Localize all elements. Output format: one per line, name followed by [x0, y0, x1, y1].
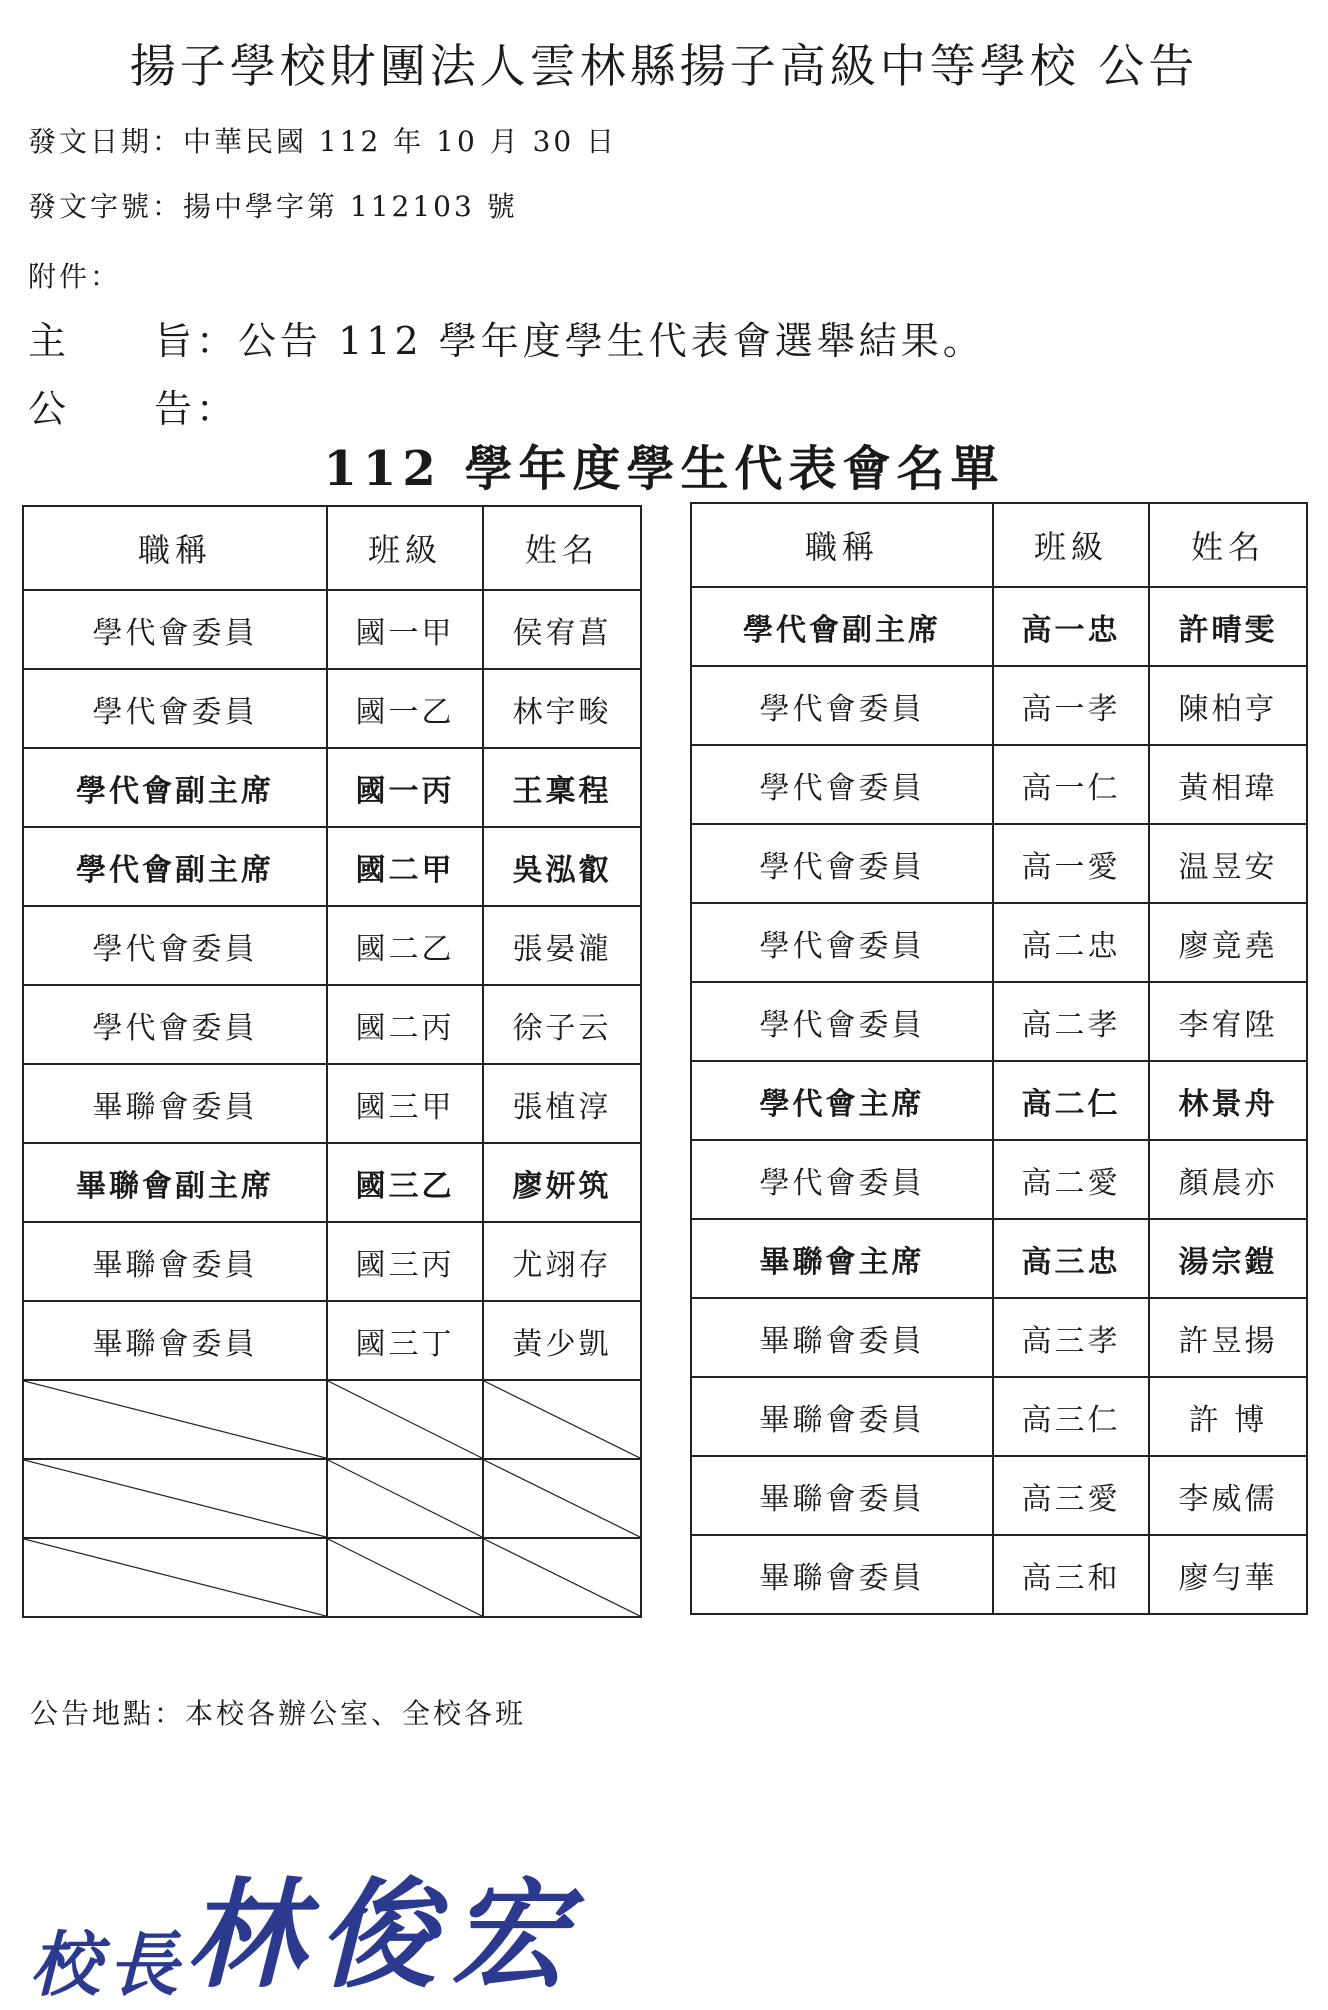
table-row [691, 666, 1307, 745]
role-cell: 學代會委員 [23, 669, 327, 748]
name-cell: 吳泓叡 [483, 827, 641, 906]
announcement-line [28, 378, 238, 433]
class-cell: 國三丁 [327, 1301, 483, 1380]
class-cell: 高三忠 [993, 1219, 1149, 1298]
role-cell: 畢聯會委員 [691, 1298, 993, 1377]
class-cell: 國二丙 [327, 985, 483, 1064]
table-row [23, 1301, 641, 1380]
subject-line [28, 310, 985, 365]
role-cell: 學代會副主席 [23, 827, 327, 906]
role-cell: 學代會委員 [691, 745, 993, 824]
name-cell: 許晴雯 [1149, 587, 1307, 666]
table-row [23, 1064, 641, 1143]
name-cell: 陳柏亨 [1149, 666, 1307, 745]
table-row [691, 1535, 1307, 1614]
table-row [691, 982, 1307, 1061]
name-cell: 林宇畯 [483, 669, 641, 748]
class-cell: 高三愛 [993, 1456, 1149, 1535]
class-cell: 國二乙 [327, 906, 483, 985]
header-class: 班級 [993, 503, 1149, 587]
class-cell: 高二孝 [993, 982, 1149, 1061]
role-cell: 畢聯會委員 [23, 1301, 327, 1380]
class-cell: 高二忠 [993, 903, 1149, 982]
class-cell: 高三孝 [993, 1298, 1149, 1377]
header-role: 職稱 [23, 506, 327, 590]
name-cell: 黃相瑋 [1149, 745, 1307, 824]
class-cell: 高一忠 [993, 587, 1149, 666]
name-cell: 徐子云 [483, 985, 641, 1064]
signature-name: 林俊宏 [186, 1865, 583, 2004]
issue-date-value: 中華民國 112 年 10 月 30 日 [183, 125, 618, 158]
attachment-line [28, 255, 121, 295]
class-cell: 國二甲 [327, 827, 483, 906]
class-cell: 高一仁 [993, 745, 1149, 824]
document-title: 揚子學校財團法人雲林縣揚子高級中等學校 公告 [129, 39, 1199, 93]
empty-cell [23, 1380, 327, 1459]
class-cell: 高二愛 [993, 1140, 1149, 1219]
empty-cell [23, 1459, 327, 1538]
name-cell: 王稟程 [483, 748, 641, 827]
role-cell: 畢聯會委員 [691, 1535, 993, 1614]
name-cell: 許 博 [1149, 1377, 1307, 1456]
name-cell: 李威儒 [1149, 1456, 1307, 1535]
class-cell: 高一愛 [993, 824, 1149, 903]
role-cell: 學代會委員 [23, 906, 327, 985]
empty-cell [23, 1538, 327, 1617]
table-row [691, 1219, 1307, 1298]
table-row [691, 745, 1307, 824]
name-cell: 廖竟堯 [1149, 903, 1307, 982]
role-cell: 學代會副主席 [23, 748, 327, 827]
role-cell: 畢聯會副主席 [23, 1143, 327, 1222]
table-row [691, 903, 1307, 982]
attachment-label: 附件： [28, 260, 122, 293]
header-class: 班級 [327, 506, 483, 590]
table-row [691, 1140, 1307, 1219]
role-cell: 學代會委員 [23, 590, 327, 669]
empty-cell [327, 1459, 483, 1538]
class-cell: 高三仁 [993, 1377, 1149, 1456]
role-cell: 學代會委員 [691, 1140, 993, 1219]
header-name: 姓名 [1149, 503, 1307, 587]
class-cell: 國一乙 [327, 669, 483, 748]
class-cell: 國一丙 [327, 748, 483, 827]
name-cell: 林景舟 [1149, 1061, 1307, 1140]
roster-title: 112 學年度學生代表會名單 [323, 441, 1005, 497]
class-cell: 國三乙 [327, 1143, 483, 1222]
name-cell: 張晏瀧 [483, 906, 641, 985]
empty-cell [483, 1538, 641, 1617]
empty-cell [327, 1380, 483, 1459]
issue-date-label: 發文日期： [28, 125, 184, 158]
table-row [23, 1222, 641, 1301]
empty-cell [327, 1538, 483, 1617]
name-cell: 侯宥菖 [483, 590, 641, 669]
role-cell: 學代會委員 [691, 824, 993, 903]
table-row [23, 590, 641, 669]
class-cell: 國三丙 [327, 1222, 483, 1301]
role-cell: 學代會委員 [23, 985, 327, 1064]
role-cell: 畢聯會主席 [691, 1219, 993, 1298]
subject-label: 主 旨： [28, 319, 239, 363]
name-cell: 温昱安 [1149, 824, 1307, 903]
table-row [23, 748, 641, 827]
reference-number-line [28, 185, 518, 225]
table-row [23, 1143, 641, 1222]
table-header-row [23, 506, 641, 590]
role-cell: 學代會主席 [691, 1061, 993, 1140]
table-row [691, 1061, 1307, 1140]
table-row [691, 824, 1307, 903]
table-row [23, 985, 641, 1064]
subject-value: 公告 112 學年度學生代表會選舉結果。 [238, 319, 985, 363]
name-cell: 許昱揚 [1149, 1298, 1307, 1377]
role-cell: 學代會委員 [691, 666, 993, 745]
name-cell: 湯宗鎧 [1149, 1219, 1307, 1298]
role-cell: 畢聯會委員 [23, 1222, 327, 1301]
senior-roster-table [690, 502, 1308, 1615]
class-cell: 國三甲 [327, 1064, 483, 1143]
table-row [23, 669, 641, 748]
class-cell: 高二仁 [993, 1061, 1149, 1140]
class-cell: 高一孝 [993, 666, 1149, 745]
table-header-row [691, 503, 1307, 587]
junior-roster-table [22, 505, 642, 1618]
table-row [691, 1298, 1307, 1377]
table-row [691, 587, 1307, 666]
name-cell: 李宥陞 [1149, 982, 1307, 1061]
table-row [23, 827, 641, 906]
announcement-label: 公 告： [28, 387, 239, 431]
principal-signature [30, 1840, 582, 2010]
header-role: 職稱 [691, 503, 993, 587]
announcement-location: 公告地點：本校各辦公室、全校各班 [30, 1697, 527, 1730]
role-cell: 學代會副主席 [691, 587, 993, 666]
role-cell: 畢聯會委員 [23, 1064, 327, 1143]
reference-number-value: 揚中學字第 112103 號 [183, 190, 518, 223]
class-cell: 國一甲 [327, 590, 483, 669]
empty-cell [483, 1380, 641, 1459]
empty-row [23, 1380, 641, 1459]
name-cell: 黃少凱 [483, 1301, 641, 1380]
name-cell: 尤翊存 [483, 1222, 641, 1301]
name-cell: 廖勻華 [1149, 1535, 1307, 1614]
reference-number-label: 發文字號： [28, 190, 184, 223]
name-cell: 廖妍筑 [483, 1143, 641, 1222]
empty-row [23, 1538, 641, 1617]
role-cell: 畢聯會委員 [691, 1377, 993, 1456]
table-row [691, 1377, 1307, 1456]
issue-date-line [28, 120, 617, 160]
role-cell: 學代會委員 [691, 982, 993, 1061]
signature-title: 校長 [30, 1923, 186, 2006]
empty-cell [483, 1459, 641, 1538]
header-name: 姓名 [483, 506, 641, 590]
name-cell: 張植淳 [483, 1064, 641, 1143]
table-row [691, 1456, 1307, 1535]
role-cell: 畢聯會委員 [691, 1456, 993, 1535]
empty-row [23, 1459, 641, 1538]
role-cell: 學代會委員 [691, 903, 993, 982]
class-cell: 高三和 [993, 1535, 1149, 1614]
table-row [23, 906, 641, 985]
name-cell: 顏晨亦 [1149, 1140, 1307, 1219]
